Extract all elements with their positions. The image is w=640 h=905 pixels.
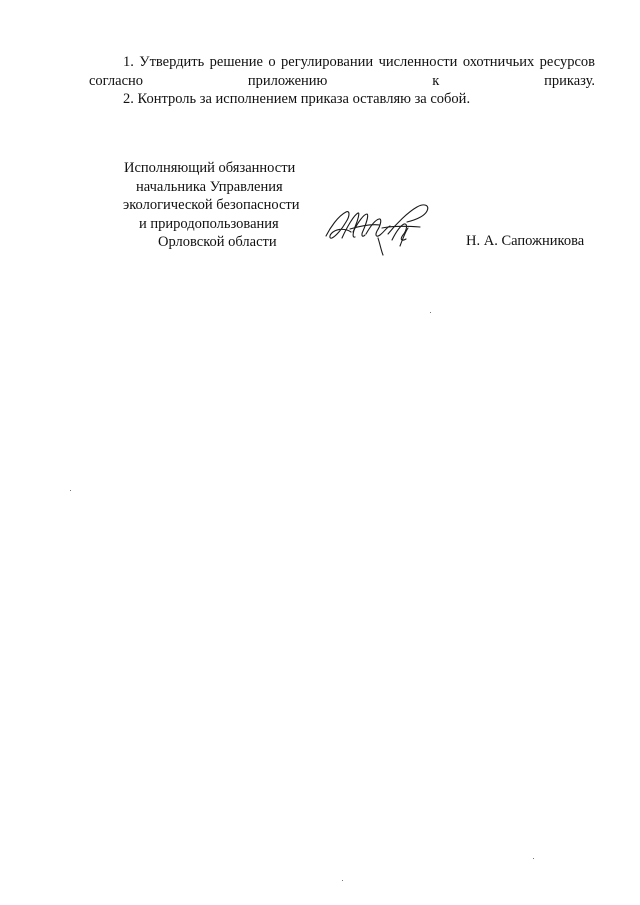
signatory-line-4: и природопользования xyxy=(139,215,279,232)
signatory-line-1: Исполняющий обязанности xyxy=(124,160,296,176)
signatory-title xyxy=(112,159,328,252)
order-item-2: 2. Контроль за исполнением приказа оставляю за собой. xyxy=(123,91,471,107)
scan-speck xyxy=(430,312,431,313)
signatory-line-2: начальника Управления xyxy=(136,178,283,195)
scan-speck xyxy=(533,858,534,859)
scan-speck xyxy=(70,490,71,491)
signatory-line-3: экологической безопасности xyxy=(123,197,300,213)
signature-icon xyxy=(320,198,438,260)
order-item-1: 1. Утвердить решение о регулировании численности охотничьих ресурсов согласно приложению к приказу. xyxy=(89,54,595,89)
signatory-line-5: Орловской области xyxy=(158,234,277,250)
order-body xyxy=(89,53,595,109)
signer-name: Н. А. Сапожникова xyxy=(466,233,585,249)
scan-speck xyxy=(342,880,343,881)
